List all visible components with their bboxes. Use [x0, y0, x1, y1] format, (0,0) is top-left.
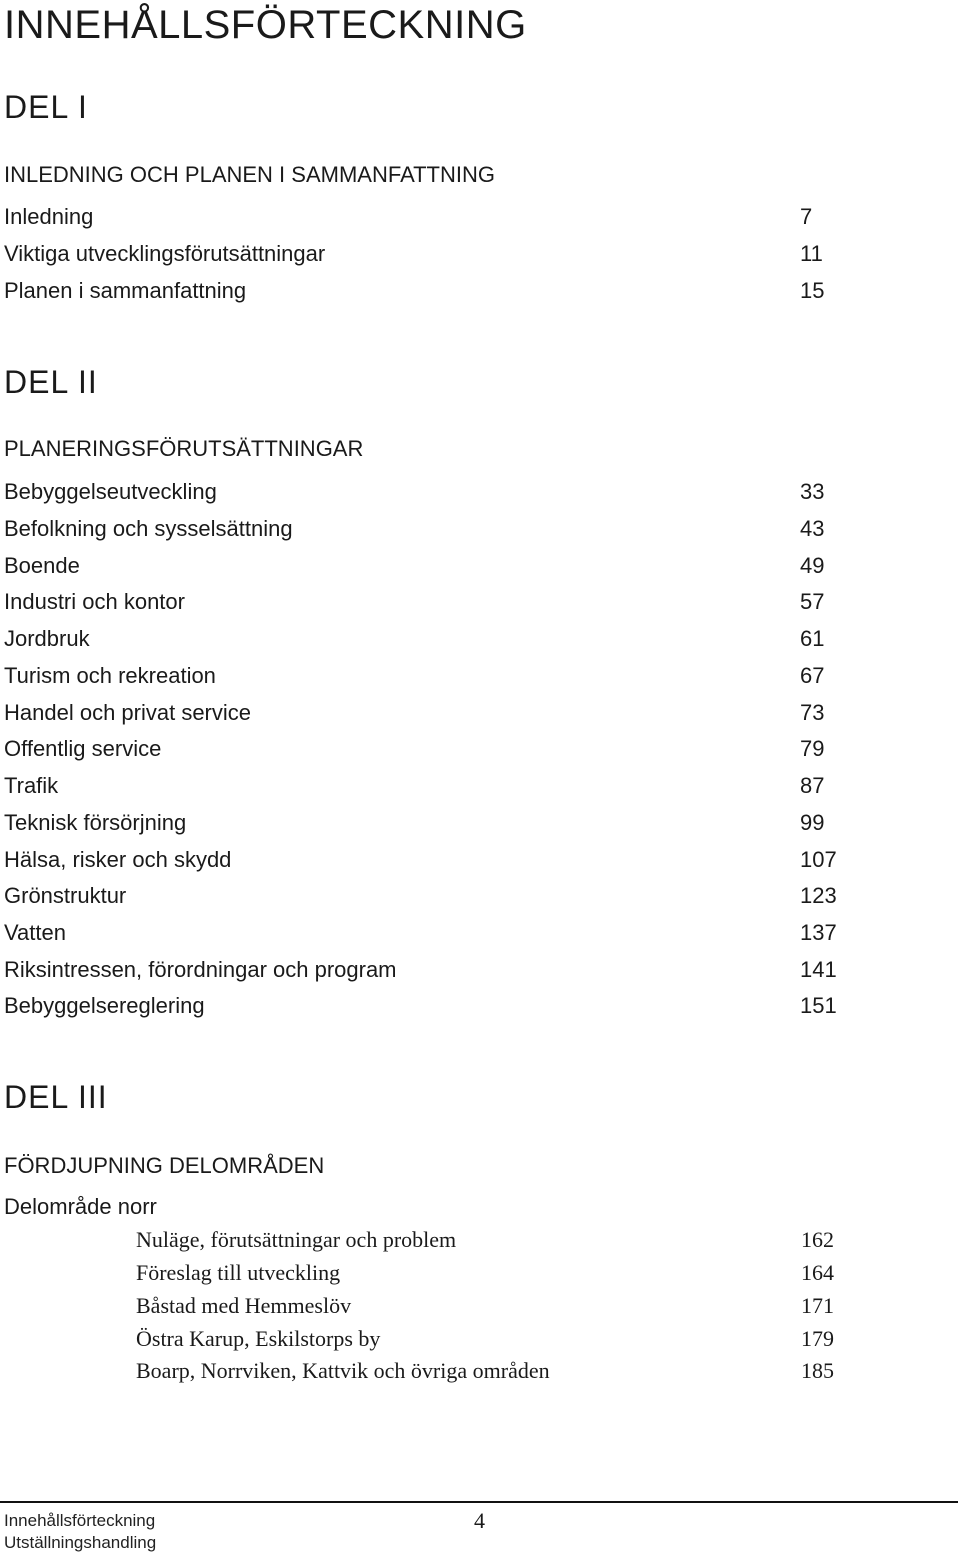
- toc-entry-label: Bebyggelsereglering: [4, 993, 205, 1018]
- toc-entry-label: Bebyggelseutveckling: [4, 479, 217, 504]
- toc-entry-page: 107: [800, 847, 837, 872]
- toc-entry-page: 164: [801, 1260, 834, 1285]
- part-2-section-heading: PLANERINGSFÖRUTSÄTTNINGAR: [4, 436, 364, 461]
- toc-entry-label: Planen i sammanfattning: [4, 278, 247, 303]
- toc-entry-label: Östra Karup, Eskilstorps by: [136, 1326, 381, 1351]
- subsection-heading: Delområde norr: [4, 1194, 157, 1219]
- toc-entry-page: 79: [800, 736, 825, 761]
- toc-entry-page: 43: [800, 516, 825, 541]
- toc-entry-page: 57: [800, 589, 825, 614]
- part-2-heading: DEL II: [4, 364, 98, 400]
- toc-entry-page: 11: [800, 241, 823, 266]
- toc-entry-page: 7: [800, 204, 813, 229]
- toc-entry-page: 61: [800, 626, 825, 651]
- toc-entry-label: Boende: [4, 553, 80, 578]
- toc-entry-label: Befolkning och sysselsättning: [4, 516, 293, 541]
- toc-entry-page: 179: [801, 1326, 834, 1351]
- toc-entry-label: Industri och kontor: [4, 589, 185, 614]
- page-title: INNEHÅLLSFÖRTECKNING: [4, 3, 527, 47]
- toc-entry-page: 73: [800, 700, 825, 725]
- toc-entry-label: Grönstruktur: [4, 883, 127, 908]
- toc-entry-label: Föreslag till utveckling: [136, 1260, 341, 1285]
- toc-entry-label: Hälsa, risker och skydd: [4, 847, 232, 872]
- toc-entry-label: Offentlig service: [4, 736, 162, 761]
- toc-entry-label: Riksintressen, förordningar och program: [4, 957, 397, 982]
- toc-entry-page: 67: [800, 663, 825, 688]
- toc-entry-page: 87: [800, 773, 825, 798]
- footer-section-name: Innehållsförteckning: [4, 1511, 156, 1530]
- toc-entry-label: Jordbruk: [4, 626, 90, 651]
- part-1-heading: DEL I: [4, 89, 88, 125]
- footer-rule: [0, 1501, 958, 1503]
- toc-entry-label: Viktiga utvecklingsförutsättningar: [4, 241, 326, 266]
- toc-entry-label: Båstad med Hemmeslöv: [136, 1293, 352, 1318]
- toc-entry-page: 141: [800, 957, 837, 982]
- part-3-section-heading: FÖRDJUPNING DELOMRÅDEN: [4, 1153, 325, 1178]
- toc-entry-label: Handel och privat service: [4, 700, 252, 725]
- toc-entry-page: 162: [801, 1227, 834, 1252]
- toc-entry-page: 171: [801, 1293, 834, 1318]
- toc-entry-page: 99: [800, 810, 825, 835]
- toc-entry-page: 151: [800, 993, 837, 1018]
- toc-entry-page: 137: [800, 920, 837, 945]
- toc-entry-label: Teknisk försörjning: [4, 810, 187, 835]
- toc-entry-label: Turism och rekreation: [4, 663, 216, 688]
- toc-entry-page: 123: [800, 883, 837, 908]
- toc-entry-page: 33: [800, 479, 825, 504]
- toc-entry-page: 15: [800, 278, 825, 303]
- part-1-section-heading: INLEDNING OCH PLANEN I SAMMANFATTNING: [4, 162, 495, 187]
- toc-entry-label: Boarp, Norrviken, Kattvik och övriga områden: [136, 1358, 550, 1383]
- toc-entry-label: Nuläge, förutsättningar och problem: [136, 1227, 457, 1252]
- toc-entry-label: Vatten: [4, 920, 66, 945]
- toc-entry-label: Trafik: [4, 773, 59, 798]
- toc-entry-page: 185: [801, 1358, 834, 1383]
- toc-entry-page: 49: [800, 553, 825, 578]
- page-number: 4: [474, 1508, 485, 1533]
- toc-entry-label: Inledning: [4, 204, 94, 229]
- part-3-heading: DEL III: [4, 1079, 108, 1115]
- footer-document-status: Utställningshandling: [4, 1533, 157, 1552]
